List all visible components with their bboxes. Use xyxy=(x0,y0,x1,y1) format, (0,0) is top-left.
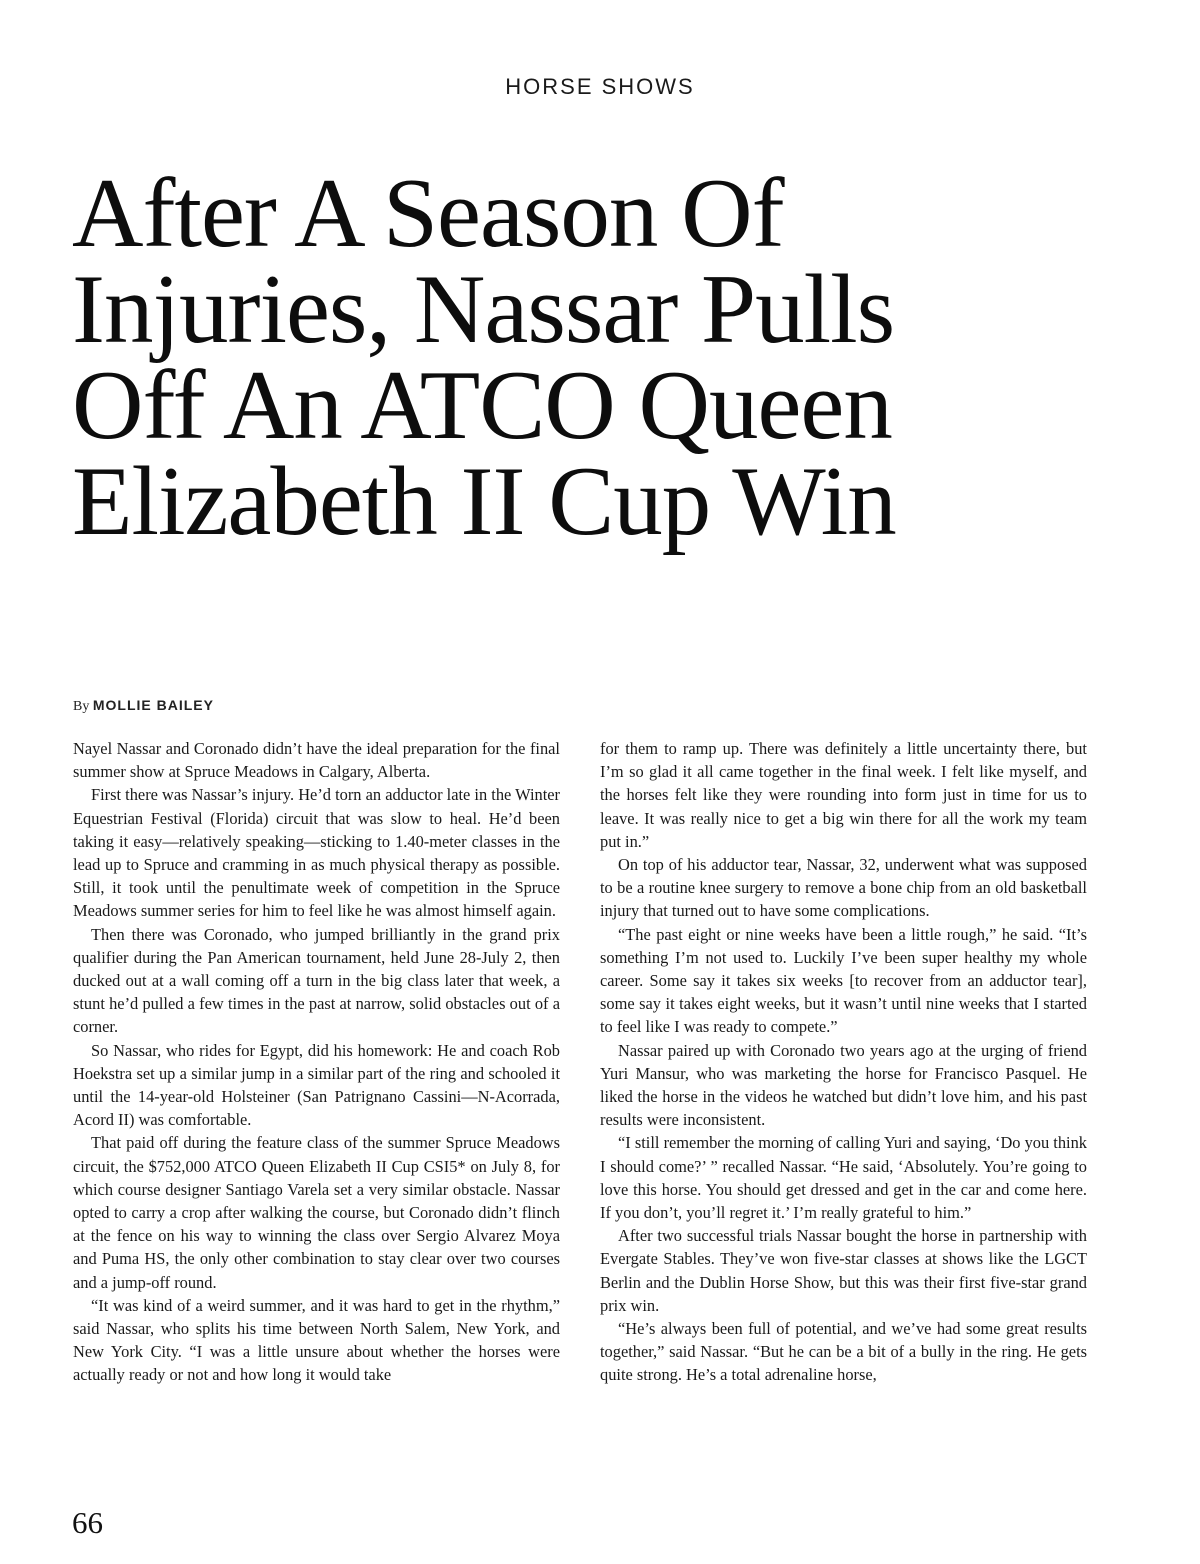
paragraph: for them to ramp up. There was definitely a little uncertainty there, but I’m so glad it all came together in the final week. I felt like myself, and the horses felt like they were rounding into form just in time for us to leave. It was really nice to get a big win there for all the work my team put in.” xyxy=(600,739,1087,851)
headline-line: Elizabeth II Cup Win xyxy=(72,447,896,556)
headline xyxy=(72,159,1132,556)
headline-line: Off An ATCO Queen xyxy=(72,351,892,460)
paragraph: First there was Nassar’s injury. He’d torn an adductor late in the Winter Equestrian Festival (Florida) circuit that was slow to heal. He’d been taking it easy—relatively speaking—sticking to 1.40-meter classes in the lead up to Spruce and cramming in as much physical therapy as possible. Still, it took until the penultimate week of competition in the Spruce Meadows summer series for him to feel like he was almost himself again. xyxy=(73,785,560,921)
article-column-right xyxy=(600,737,1087,1387)
paragraph: “I still remember the morning of calling Yuri and saying, ‘Do you think I should come?’ ” recalled Nassar. “He said, ‘Absolutely. You’re going to love this horse. You should get dressed and get in the car and come here. If you don’t, you’ll regret it.’ I’m really grateful to him.” xyxy=(600,1133,1087,1223)
paragraph: Nassar paired up with Coronado two years ago at the urging of friend Yuri Mansur, who was marketing the horse for Francisco Pasquel. He liked the horse in the videos he watched but didn’t love him, and his past results were inconsistent. xyxy=(600,1040,1087,1130)
paragraph: That paid off during the feature class of the summer Spruce Meadows circuit, the $752,000 ATCO Queen Elizabeth II Cup CSI5* on July 8, for which course designer Santiago Varela set a very similar obstacle. Nassar opted to carry a crop after walking the course, but Coronado didn’t flinch at the fence on his way to winning the class over Sergio Alvarez Moya and Puma HS, the only other combination to stay clear over two courses and a jump-off round. xyxy=(73,1133,560,1292)
paragraph: On top of his adductor tear, Nassar, 32, underwent what was supposed to be a routine knee surgery to remove a bone chip from an old basketball injury that turned out to have some complications. xyxy=(600,855,1087,921)
paragraph: “It was kind of a weird summer, and it was hard to get in the rhythm,” said Nassar, who splits his time between North Salem, New York, and New York City. “I was a little unsure about whether the horses were actually ready or not and how long it would take xyxy=(73,1295,560,1385)
headline-line: After A Season Of xyxy=(72,159,784,268)
byline-author: MOLLIE BAILEY xyxy=(92,697,214,713)
page-number: 66 xyxy=(72,1505,103,1540)
byline-prefix: By xyxy=(73,699,90,714)
section-label: HORSE SHOWS xyxy=(505,74,695,99)
byline xyxy=(73,697,214,715)
paragraph: So Nassar, who rides for Egypt, did his homework: He and coach Rob Hoekstra set up a similar jump in a similar part of the ring and schooled it until the 14-year-old Holsteiner (San Patrignano Cassini—N-Acorrada, Acord II) was comfortable. xyxy=(73,1040,560,1130)
article-column-left xyxy=(73,737,560,1387)
paragraph: Then there was Coronado, who jumped brilliantly in the grand prix qualifier during the Pan American tournament, held June 28-July 2, then ducked out at a wall coming off a turn in the big class later that week, a stunt he’d pulled a few times in the past at narrow, solid obstacles out of a corner. xyxy=(73,924,560,1037)
paragraph: After two successful trials Nassar bought the horse in partnership with Evergate Stables. They’ve won five-star classes at shows like the LGCT Berlin and the Dublin Horse Show, but this was their first five-star grand prix win. xyxy=(600,1226,1087,1315)
paragraph: “The past eight or nine weeks have been a little rough,” he said. “It’s something I’m not used to. Luckily I’ve been super healthy my whole career. Some say it takes six weeks [to recover from an adductor tear], some say it takes eight weeks, but it wasn’t until nine weeks that I started to feel like I was ready to compete.” xyxy=(600,924,1087,1037)
paragraph: “He’s always been full of potential, and we’ve had some great results together,” said Nassar. “But he can be a bit of a bully in the ring. He gets quite strong. He’s a total adrenaline horse, xyxy=(600,1319,1087,1385)
headline-line: Injuries, Nassar Pulls xyxy=(72,255,895,364)
paragraph: Nayel Nassar and Coronado didn’t have the ideal preparation for the final summer show at Spruce Meadows in Calgary, Alberta. xyxy=(73,739,560,782)
